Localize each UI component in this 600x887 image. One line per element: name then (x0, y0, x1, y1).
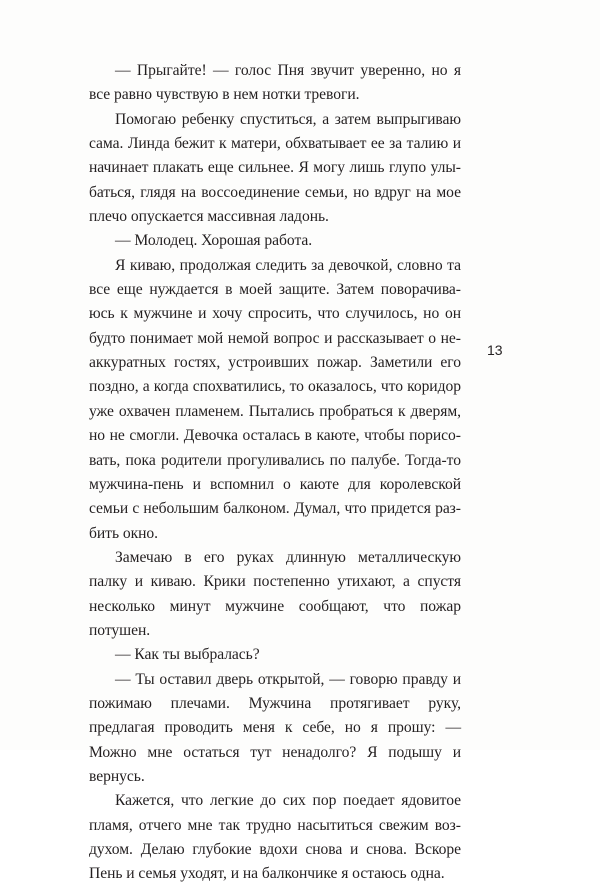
body-text (89, 59, 461, 887)
page-number: 13 (487, 342, 503, 358)
paragraph-1: — Прыгайте! — голос Пня звучит уверенно, но я все равно чувствую в нем нотки тревоги. (89, 62, 461, 104)
paragraph-8: Кажется, что легкие до сих пор поедает ядовитое пламя, отчего мне так трудно насытиться свежим воздухом. Делаю глубокие вдохи снова и снова. Вскоре Пень и семья уходят, и на балкончике я остаюсь одна. (89, 792, 461, 883)
paragraph-2: Помогаю ребенку спуститься, а затем выпрыгиваю сама. Линда бежит к матери, обхватывает ее за талию и начинает плакать еще сильнее. Я могу лишь глупо улыбаться, глядя на воссоединение семьи, но вдруг на мое плечо опускается массивная ладонь. (89, 110, 461, 226)
paragraph-6: — Как ты выбралась? (115, 646, 260, 664)
paragraph-7: — Ты оставил дверь открытой, — говорю правду и пожимаю плечами. Мужчина протягивает руку, предлагая проводить меня к себе, но я прошу: — Можно мне остаться тут ненадолго? Я подышу и вернусь. (89, 670, 461, 785)
paragraph-5: Замечаю в его руках длинную металлическую палку и киваю. Крики постепенно утихают, а спустя несколько минут мужчине сообщают, что пожар потушен. (89, 548, 461, 639)
paragraph-3: — Молодец. Хорошая работа. (115, 232, 313, 250)
paragraph-4: Я киваю, продолжая следить за девочкой, словно та все еще нуждается в моей защите. Затем поворачиваюсь к мужчине и хочу спросить, что случилось, но он будто понимает мой немой вопрос и рассказывает о неаккуратных гостях, устроивших пожар. Заметили его поздно, а когда спохватились, то оказалось, что коридор уже охвачен пламенем. Пытались пробраться к дверям, но не смогли. Девочка осталась в каюте, чтобы порисовать, пока родители прогуливались по палубе. Тогда-то мужчина-пень и вспомнил о каюте для королевской семьи с небольшим балконом. Думал, что придется разбить окно. (89, 256, 461, 542)
